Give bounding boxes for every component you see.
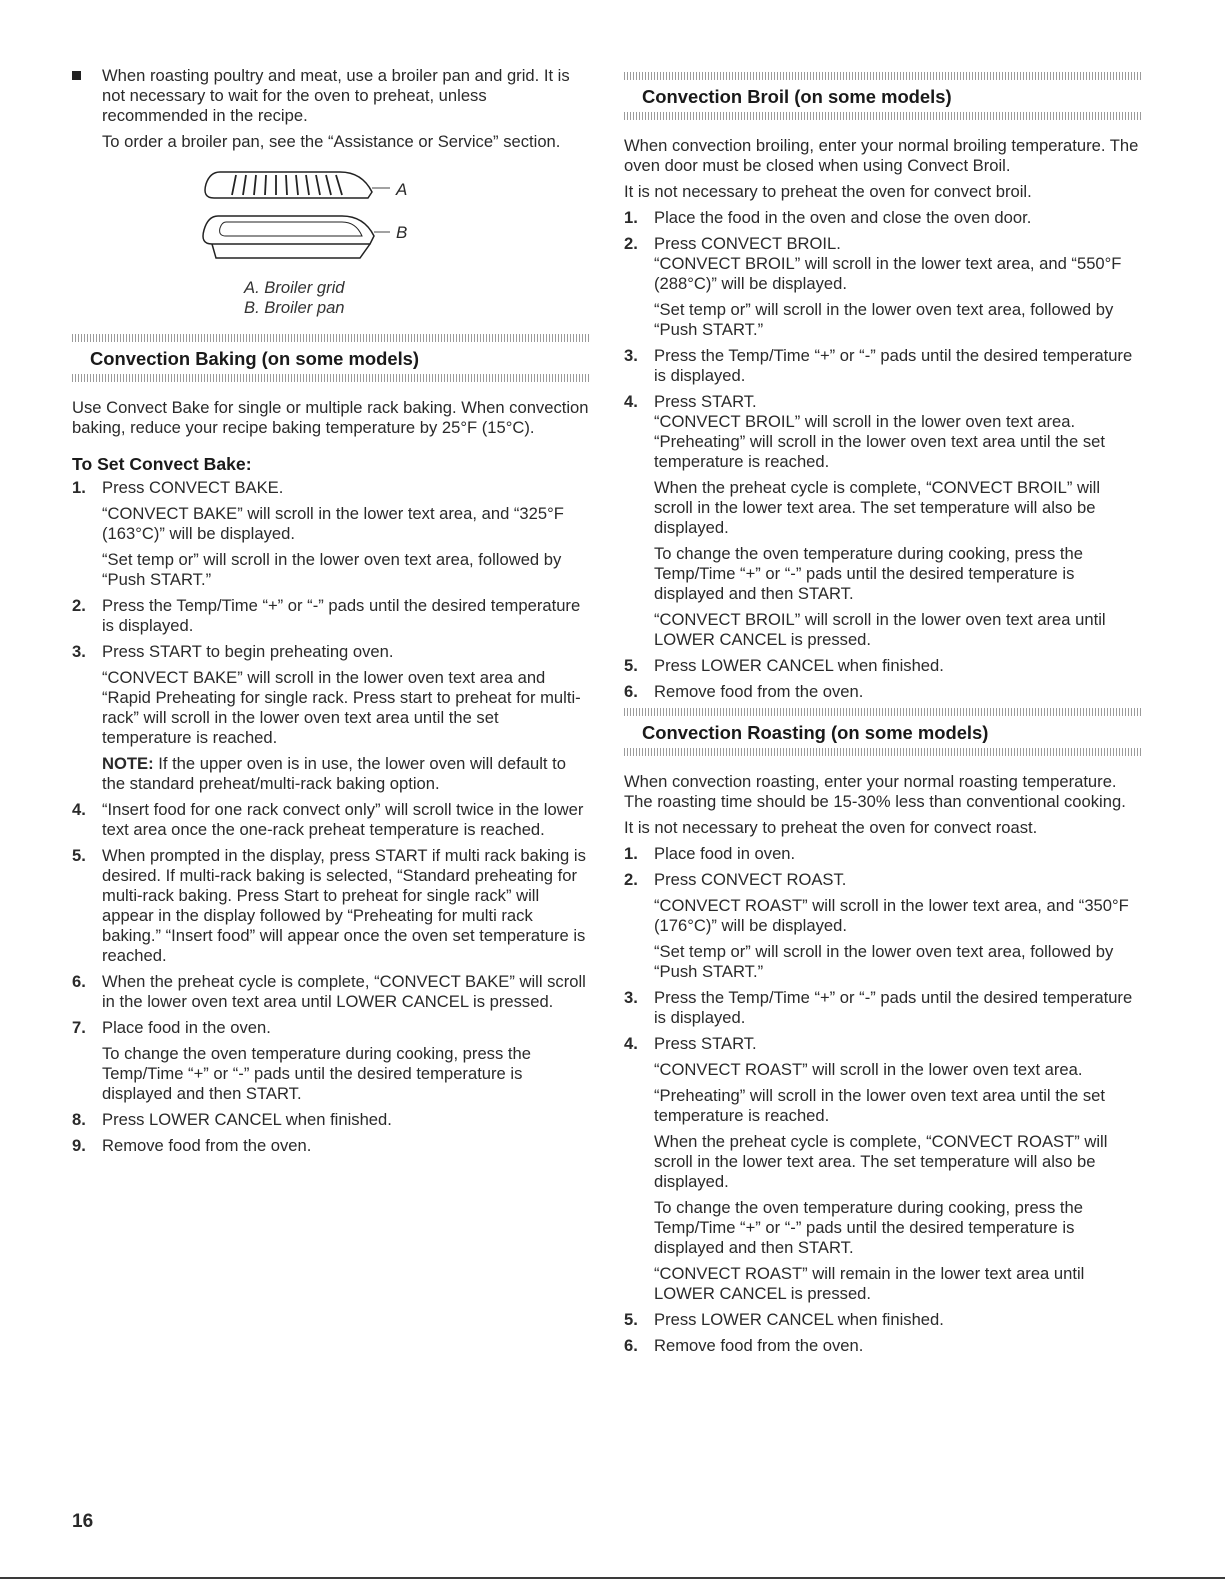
roast-intro: When convection roasting, enter your normal roasting temperature. The roasting time should be 15-30% less than conventional cooking. (624, 772, 1126, 811)
callout-a: A (396, 180, 408, 199)
list-item: 1. Place the food in the oven and close the oven door. (624, 208, 1032, 227)
heading-convection-roasting: Convection Roasting (on some models) (642, 722, 989, 743)
broiler-figure (72, 162, 590, 328)
list-item: 5. Press LOWER CANCEL when finished. (624, 656, 944, 675)
roast-steps (624, 844, 1142, 1356)
list-item: 4. Press START. “CONVECT ROAST” will scroll in the lower oven text area. “Preheating” will scroll in the lower oven text area until the set temperature is reached. When the preheat cycle is complete, “CONVECT ROAST” will scroll in the lower text area. The set temperature will also be displayed. To change the oven temperature during cooking, press the Temp/Time “+” or “-” pads until the desired temperature is displayed and then START. “CONVECT ROAST” will remain in the lower text area until LOWER CANCEL is pressed. (624, 1034, 1108, 1303)
note-text: NOTE: If the upper oven is in use, the lower oven will default to the standard preheat/multi-rack baking option. (102, 754, 566, 793)
hatch-rule (624, 748, 1142, 756)
list-item: 1. Place food in oven. (624, 844, 796, 863)
section-heading-bake (72, 334, 590, 382)
roast-intro-2: It is not necessary to preheat the oven for convect roast. (624, 818, 1038, 837)
list-item: 9. Remove food from the oven. (72, 1136, 312, 1155)
intro-text: When roasting poultry and meat, use a broiler pan and grid. It is not necessary to wait for the oven to preheat, unless recommended in the recipe. (102, 66, 570, 125)
list-item: 5. Press LOWER CANCEL when finished. (624, 1310, 944, 1329)
left-column (72, 66, 590, 1162)
list-item: 4. “Insert food for one rack convect only” will scroll twice in the lower text area once the one-rack preheat temperature is reached. (72, 800, 584, 839)
list-item: 1. Press CONVECT BAKE. “CONVECT BAKE” will scroll in the lower text area, and “325°F (163°C)” will be displayed. “Set temp or” will scroll in the lower oven text area, followed by “Push START.” (72, 478, 564, 589)
order-text: To order a broiler pan, see the “Assistance or Service” section. (102, 132, 561, 151)
bullet-item (72, 66, 590, 152)
broil-intro-2: It is not necessary to preheat the oven for convect broil. (624, 182, 1032, 201)
hatch-rule (72, 334, 590, 342)
broil-intro: When convection broiling, enter your normal broiling temperature. The oven door must be closed when using Convect Broil. (624, 136, 1139, 175)
subheading-set-convect-bake: To Set Convect Bake: (72, 454, 252, 474)
list-item: 2. Press CONVECT ROAST. “CONVECT ROAST” will scroll in the lower text area, and “350°F (176°C)” will be displayed. “Set temp or” will scroll in the lower oven text area, followed by “Push START.” (624, 870, 1129, 981)
hatch-rule (72, 374, 590, 382)
section-heading-roast (624, 708, 1142, 756)
callout-b: B (396, 223, 408, 242)
list-item: 8. Press LOWER CANCEL when finished. (72, 1110, 392, 1129)
list-item: 7. Place food in the oven. To change the oven temperature during cooking, press the Temp/Time “+” or “-” pads until the desired temperature is displayed and then START. (72, 1018, 531, 1103)
caption-broiler-grid: A. Broiler grid (244, 278, 345, 297)
heading-convection-broil: Convection Broil (on some models) (642, 86, 952, 107)
figure-caption (244, 278, 345, 318)
hatch-rule (624, 708, 1142, 716)
hatch-rule (624, 72, 1142, 80)
right-column (624, 72, 1142, 1362)
hatch-rule (624, 112, 1142, 120)
list-item: 2. Press CONVECT BROIL. “CONVECT BROIL” will scroll in the lower text area, and “550°F (288°C)” will be displayed. “Set temp or” will scroll in the lower oven text area, followed by “Push START.” (624, 234, 1122, 339)
list-item: 6. Remove food from the oven. (624, 682, 864, 701)
list-item: 6. Remove food from the oven. (624, 1336, 864, 1355)
list-item: 3. Press the Temp/Time “+” or “-” pads until the desired temperature is displayed. (624, 988, 1133, 1027)
list-item: 2. Press the Temp/Time “+” or “-” pads until the desired temperature is displayed. (72, 596, 581, 635)
bake-intro: Use Convect Bake for single or multiple rack baking. When convection baking, reduce your recipe baking temperature by 25°F (15°C). (72, 398, 589, 437)
list-item: 6. When the preheat cycle is complete, “CONVECT BAKE” will scroll in the lower oven text area until LOWER CANCEL is pressed. (72, 972, 586, 1011)
square-bullet-icon (72, 71, 81, 80)
broil-steps (624, 208, 1142, 702)
caption-broiler-pan: B. Broiler pan (244, 298, 345, 317)
page-number: 16 (72, 1511, 94, 1532)
bake-steps (72, 478, 590, 1156)
section-heading-broil (624, 72, 1142, 120)
list-item: 3. Press the Temp/Time “+” or “-” pads until the desired temperature is displayed. (624, 346, 1133, 385)
heading-convection-baking: Convection Baking (on some models) (90, 348, 420, 369)
list-item: 4. Press START. “CONVECT BROIL” will scroll in the lower oven text area. “Preheating” will scroll in the lower oven text area until the set temperature is reached. When the preheat cycle is complete, “CONVECT BROIL” will scroll in the lower text area. The set temperature will also be displayed. To change the oven temperature during cooking, press the Temp/Time “+” or “-” pads until the desired temperature is displayed and then START. “CONVECT BROIL” will scroll in the lower oven text area until LOWER CANCEL is pressed. (624, 392, 1106, 649)
bottom-rule (0, 1577, 1225, 1579)
list-item: 5. When prompted in the display, press START if multi rack baking is desired. If multi-rack baking is selected, “Standard preheating for multi-rack baking. Press Start to preheat for single rack” will appear in the display followed by “Preheating for multi rack baking.” “Insert food” will appear once the oven set temperature is reached. (72, 846, 586, 965)
list-item: 3. Press START to begin preheating oven. “CONVECT BAKE” will scroll in the lower oven text area and “Rapid Preheating for single rack. Press start to preheat for multi-rack” will scroll in the lower oven text area until the set temperature is reached. NOTE: If the upper oven is in use, the lower oven will default to the standard preheat/multi-rack baking option. (72, 642, 590, 794)
